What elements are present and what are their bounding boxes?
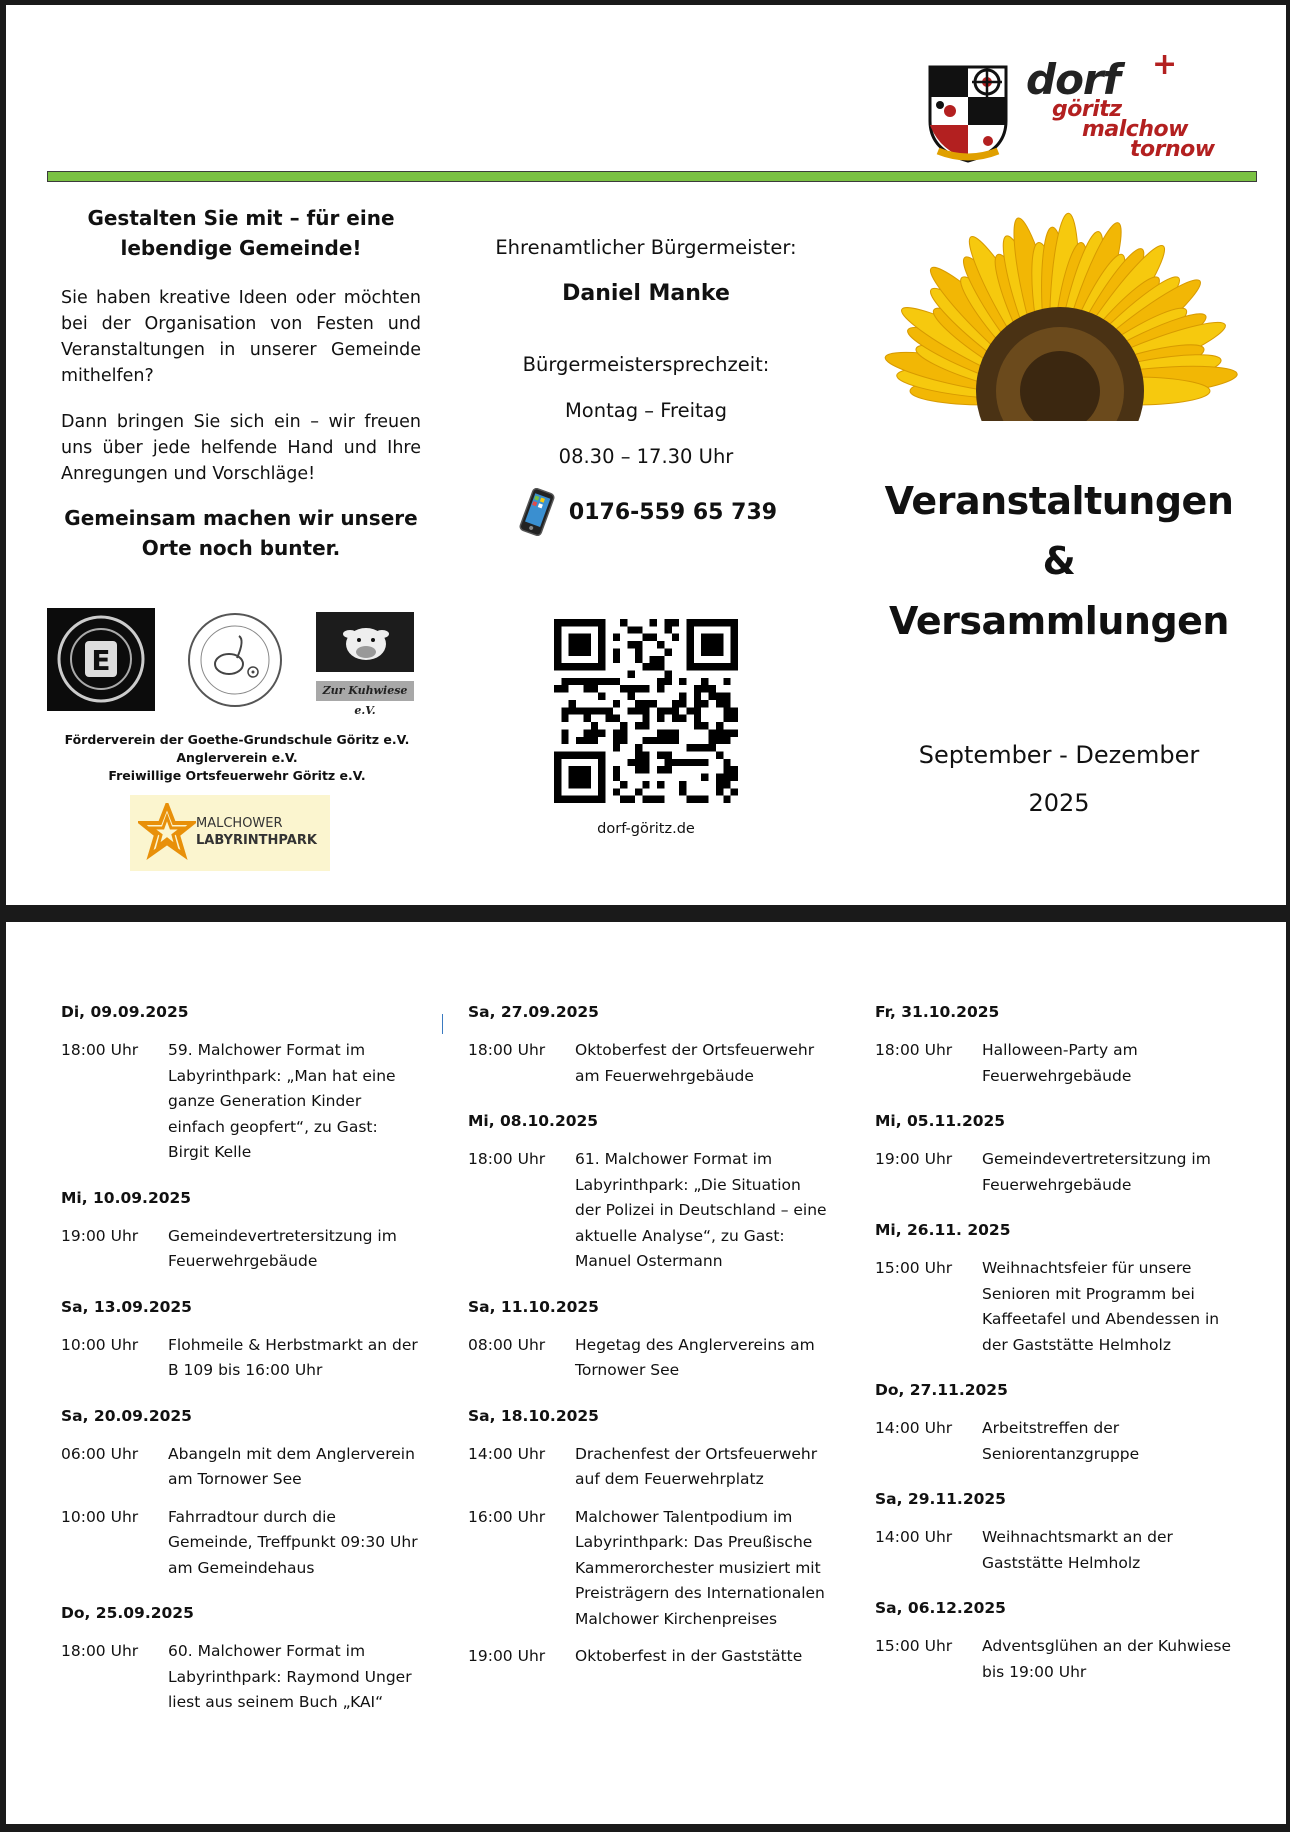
event-description: 61. Malchower Format im Labyrinthpark: „Die Situation der Polizei in Deutschland – eine aktuelle Analyse“, zu Gast: Manuel Ostermann: [575, 1150, 827, 1270]
event-description: 59. Malchower Format im Labyrinthpark: „Man hat eine ganze Generation Kinder einfach geopfert“, zu Gast: Birgit Kelle: [168, 1041, 396, 1161]
schedule-column-3: [875, 1002, 1235, 1707]
schedule-day: [61, 1002, 421, 1166]
crest-icon: [926, 63, 1010, 163]
municipality-logo: [926, 47, 1226, 165]
event-description: Weihnachtsfeier für unsere Senioren mit Programm bei Kaffeetafel und Abendessen in der Gaststätte Helmholz: [982, 1259, 1220, 1354]
mayor-title: Ehrenamtlicher Bürgermeister:: [495, 236, 797, 259]
intro-paragraph-1: Sie haben kreative Ideen oder möchten bei der Organisation von Festen und Veranstaltungen in unserer Gemeinde mithelfen?: [61, 288, 421, 386]
svg-text:E: E: [91, 644, 111, 677]
kuhwiese-label: Zur Kuhwiese e.V.: [316, 681, 414, 701]
intro-closing: Gemeinsam machen wir unsere Orte noch bunter.: [64, 506, 418, 560]
schedule-day: [61, 1603, 421, 1716]
event-date: Sa, 11.10.2025: [468, 1297, 599, 1316]
brand-dorf: dorf: [1026, 55, 1120, 104]
intro-heading: Gestalten Sie mit – für eine lebendige Gemeinde!: [87, 206, 395, 260]
event-date: Do, 25.09.2025: [61, 1604, 194, 1622]
qr-code-icon[interactable]: [554, 619, 738, 803]
event-description: Drachenfest der Ortsfeuerwehr auf dem Feuerwehrplatz: [575, 1444, 818, 1488]
intro-paragraph-2: Dann bringen Sie sich ein – wir freuen uns über jede helfende Hand und Ihre Anregungen und Vorschläge!: [61, 412, 421, 484]
event-description: Arbeitstreffen der Seniorentanzgruppe: [982, 1419, 1140, 1463]
association-feuerwehr: Freiwillige Ortsfeuerwehr Göritz e.V.: [108, 768, 366, 783]
phone-number[interactable]: 0176-559 65 739: [568, 499, 778, 525]
office-days: Montag – Freitag: [564, 399, 727, 422]
event-row: [468, 1505, 828, 1633]
event-description: Hegetag des Anglervereins am Tornower See: [575, 1335, 815, 1379]
schedule-column-2: [468, 1002, 828, 1692]
event-time: 19:00 Uhr: [468, 1647, 546, 1665]
event-row: [468, 1442, 828, 1493]
event-time: 19:00 Uhr: [61, 1226, 139, 1245]
associations-list: [47, 731, 427, 785]
event-time: 18:00 Uhr: [61, 1642, 139, 1660]
event-time: 10:00 Uhr: [61, 1507, 139, 1526]
event-row: [468, 1147, 828, 1275]
event-time: 10:00 Uhr: [61, 1335, 139, 1354]
event-time: 14:00 Uhr: [875, 1528, 953, 1546]
event-time: 14:00 Uhr: [875, 1419, 953, 1437]
event-row: [61, 1333, 421, 1384]
event-row: [61, 1442, 421, 1493]
event-row: [468, 1333, 828, 1384]
event-time: 18:00 Uhr: [61, 1041, 139, 1059]
schedule-day: [468, 1111, 828, 1275]
schedule-day: [468, 1297, 828, 1384]
event-time: 15:00 Uhr: [875, 1637, 953, 1655]
phone-row: [446, 488, 846, 536]
title-line-1: Veranstaltungen: [884, 479, 1234, 523]
event-time: 18:00 Uhr: [468, 1150, 546, 1168]
event-description: Halloween-Party am Feuerwehrgebäude: [982, 1041, 1138, 1085]
star-icon: [138, 803, 196, 863]
event-time: 16:00 Uhr: [468, 1507, 546, 1526]
event-description: Malchower Talentpodium im Labyrinthpark: Das Preußische Kammerorchester musiziert mit Preisträgern des Internationalen Malchower Kirchenpreises: [575, 1507, 825, 1628]
event-date: Sa, 27.09.2025: [468, 1003, 599, 1021]
event-description: Gemeindevertretersitzung im Feuerwehrgebäude: [168, 1226, 397, 1270]
event-row: [875, 1525, 1235, 1576]
kita-logo: [179, 610, 291, 710]
event-row: [61, 1505, 421, 1582]
schedule-day: [875, 1380, 1235, 1467]
flyer-schedule-page: [6, 922, 1286, 1824]
event-row: [875, 1256, 1235, 1358]
period-months: September - Dezember: [918, 741, 1200, 769]
title-line-3: Versammlungen: [889, 599, 1229, 643]
text-cursor: [442, 1014, 443, 1034]
event-description: Oktoberfest der Ortsfeuerwehr am Feuerwehrgebäude: [575, 1041, 815, 1085]
event-row: [875, 1634, 1235, 1685]
event-description: 60. Malchower Format im Labyrinthpark: Raymond Unger liest aus seinem Buch „KAI“: [168, 1642, 412, 1711]
schedule-day: [875, 1002, 1235, 1089]
event-row: [61, 1038, 421, 1166]
office-hours: 08.30 – 17.30 Uhr: [558, 445, 734, 468]
website-link[interactable]: dorf-göritz.de: [597, 821, 695, 837]
brand-plus: +: [1152, 47, 1178, 82]
event-time: 14:00 Uhr: [468, 1444, 546, 1463]
office-hours-label: Bürgermeistersprechzeit:: [522, 353, 770, 376]
event-description: Oktoberfest in der Gaststätte: [575, 1647, 803, 1665]
event-time: 06:00 Uhr: [61, 1444, 139, 1463]
title-line-2: &: [1042, 539, 1076, 583]
event-description: Flohmeile & Herbstmarkt an der B 109 bis 16:00 Uhr: [168, 1335, 418, 1379]
period: [864, 731, 1254, 827]
green-divider: [47, 171, 1257, 182]
event-description: Fahrradtour durch die Gemeinde, Treffpunkt 09:30 Uhr am Gemeindehaus: [168, 1507, 418, 1577]
eintracht-logo: [47, 608, 155, 711]
event-row: [61, 1224, 421, 1275]
mayor-name: Daniel Manke: [562, 281, 730, 306]
flyer-front-page: [6, 5, 1286, 905]
event-time: 18:00 Uhr: [875, 1041, 953, 1059]
event-description: Weihnachtsmarkt an der Gaststätte Helmholz: [982, 1528, 1173, 1572]
event-description: Abangeln mit dem Anglerverein am Tornower See: [168, 1444, 415, 1488]
event-row: [875, 1147, 1235, 1198]
schedule-day: [875, 1489, 1235, 1576]
period-year: 2025: [1028, 789, 1090, 817]
event-date: Di, 09.09.2025: [61, 1003, 189, 1021]
event-date: Sa, 06.12.2025: [875, 1599, 1006, 1617]
kuhwiese-logo: [316, 612, 414, 672]
event-time: 08:00 Uhr: [468, 1335, 546, 1354]
event-date: Mi, 10.09.2025: [61, 1188, 192, 1207]
event-date: Sa, 13.09.2025: [61, 1297, 192, 1316]
event-date: Sa, 18.10.2025: [468, 1406, 599, 1425]
association-anglerverein: Anglerverein e.V.: [176, 750, 298, 765]
schedule-day: [61, 1188, 421, 1275]
event-description: Gemeindevertretersitzung im Feuerwehrgebäude: [982, 1150, 1211, 1194]
club-logos: [47, 608, 427, 716]
schedule-day: [61, 1297, 421, 1384]
event-date: Mi, 05.11.2025: [875, 1112, 1006, 1130]
event-row: [468, 1038, 828, 1089]
schedule-column-1: [61, 1002, 421, 1738]
sunflower-image: [868, 195, 1252, 431]
schedule-day: [875, 1598, 1235, 1685]
brand-line-malchow: malchow: [1082, 117, 1188, 142]
event-description: Adventsglühen an der Kuhwiese bis 19:00 Uhr: [982, 1637, 1232, 1681]
labyrinth-line-2: LABYRINTHPARK: [196, 833, 317, 848]
flyer-title: [864, 471, 1254, 651]
smartphone-icon: [515, 488, 559, 536]
event-row: [61, 1639, 421, 1716]
event-time: 19:00 Uhr: [875, 1150, 953, 1168]
labyrinth-line-1: MALCHOWER: [196, 816, 283, 831]
association-foerderverein: Förderverein der Goethe-Grundschule Göritz e.V.: [64, 732, 410, 747]
brand-line-goeritz: göritz: [1052, 97, 1122, 122]
mayor-column: [446, 235, 846, 536]
event-time: 18:00 Uhr: [468, 1041, 546, 1059]
event-date: Sa, 29.11.2025: [875, 1490, 1006, 1508]
event-time: 15:00 Uhr: [875, 1259, 953, 1277]
schedule-day: [468, 1406, 828, 1670]
event-date: Fr, 31.10.2025: [875, 1003, 1000, 1021]
intro-column: [61, 203, 421, 563]
schedule-day: [61, 1406, 421, 1582]
event-date: Mi, 26.11. 2025: [875, 1221, 1011, 1239]
event-row: [468, 1644, 828, 1670]
schedule-day: [468, 1002, 828, 1089]
event-row: [875, 1038, 1235, 1089]
schedule-day: [875, 1111, 1235, 1198]
brand-line-tornow: tornow: [1130, 137, 1215, 162]
brand-wordmark: [1026, 47, 1226, 165]
event-date: Sa, 20.09.2025: [61, 1406, 192, 1425]
labyrinthpark-logo: [130, 795, 330, 871]
event-date: Mi, 08.10.2025: [468, 1112, 599, 1130]
schedule-day: [875, 1220, 1235, 1358]
event-date: Do, 27.11.2025: [875, 1381, 1008, 1399]
event-row: [875, 1416, 1235, 1467]
